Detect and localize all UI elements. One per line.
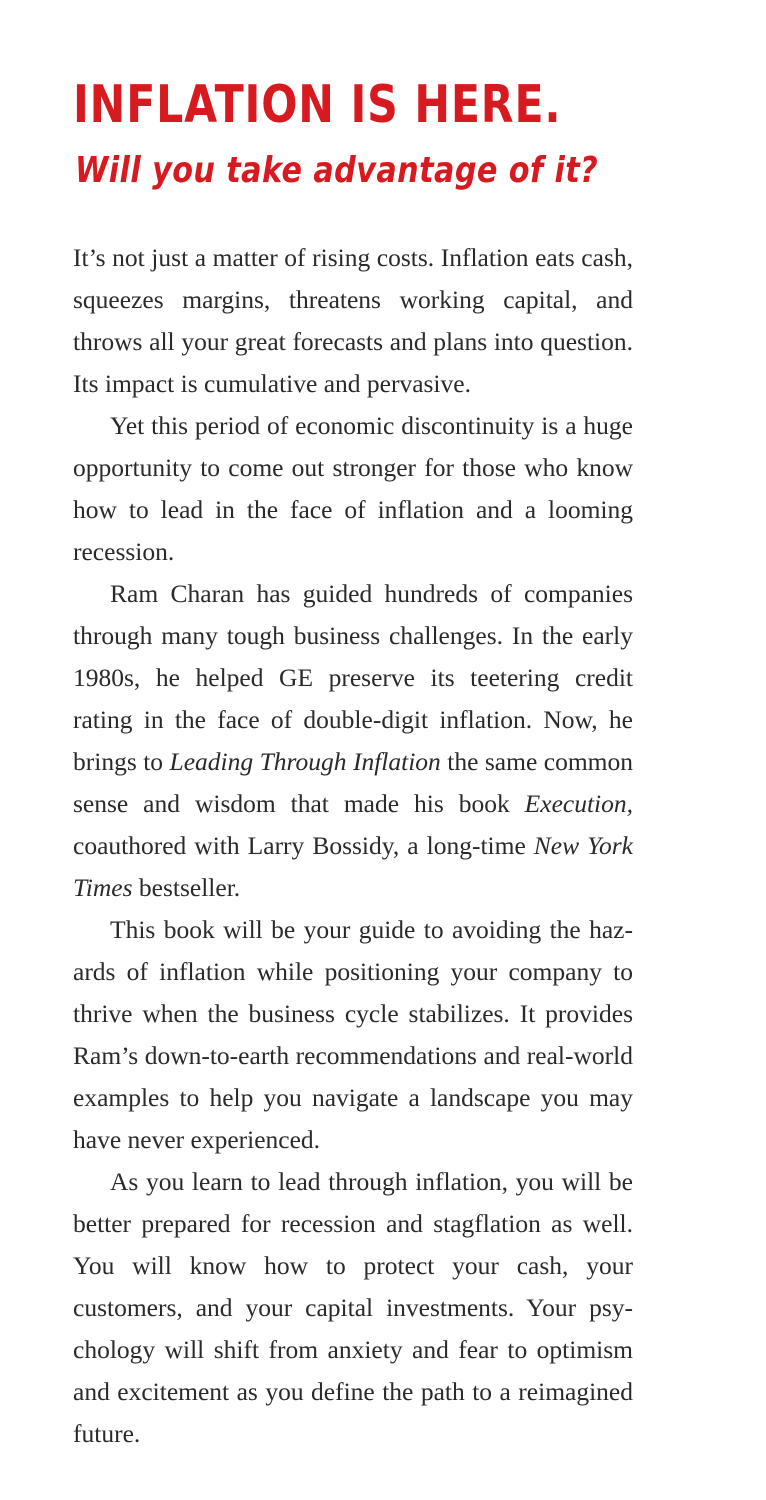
- paragraph-3-text-4: bestseller.: [132, 873, 241, 902]
- book-title-execution: Execution,: [524, 789, 633, 818]
- paragraph-3-text-3: coauthored with Larry Bossidy, a long-time: [73, 831, 534, 860]
- headline: INFLATION IS HERE.: [73, 75, 562, 135]
- paragraph-3: [73, 573, 633, 909]
- paragraph-2: Yet this period of economic discontinuity is a huge opportunity to come out stronger for those who know how to lead in the face of inflation and a looming recession.: [73, 411, 633, 566]
- paragraph-1: It’s not just a matter of rising costs. Inflation eats cash, squeezes margins, threatens working capital, and throws all your great forecasts and plans into question. Its impact is cumulative and pervasive.: [73, 243, 633, 398]
- book-title-leading-through-inflation: Leading Through Inflation: [169, 747, 441, 776]
- publication-new-york-times: New York Times: [73, 831, 633, 902]
- paragraph-4: This book will be your guide to avoiding the hazards of inflation while positioning your company to thrive when the business cycle stabilizes. It provides Ram’s down-to-earth recommendations and real-world examples to help you navigate a landscape you may have never experienced.: [73, 915, 633, 1154]
- subheadline: Will you take advantage of it?: [75, 150, 599, 191]
- paragraph-3-text-1: Ram Charan has guided hundreds of companies through many tough business challenges. In the early 1980s, he helped GE preserve its teetering credit rating in the face of double-digit inflation. Now, he brings to: [73, 579, 633, 776]
- paragraph-5: As you learn to lead through inflation, you will be better prepared for recession and stagflation as well. You will know how to protect your cash, your customers, and your capital investments. Your psychology will shift from anxiety and fear to optimism and excitement as you define the path to a reimagined future.: [73, 1167, 633, 1448]
- paragraph-3-text-2: the same common sense and wisdom that made his book: [73, 747, 633, 818]
- description-body: [73, 237, 633, 1455]
